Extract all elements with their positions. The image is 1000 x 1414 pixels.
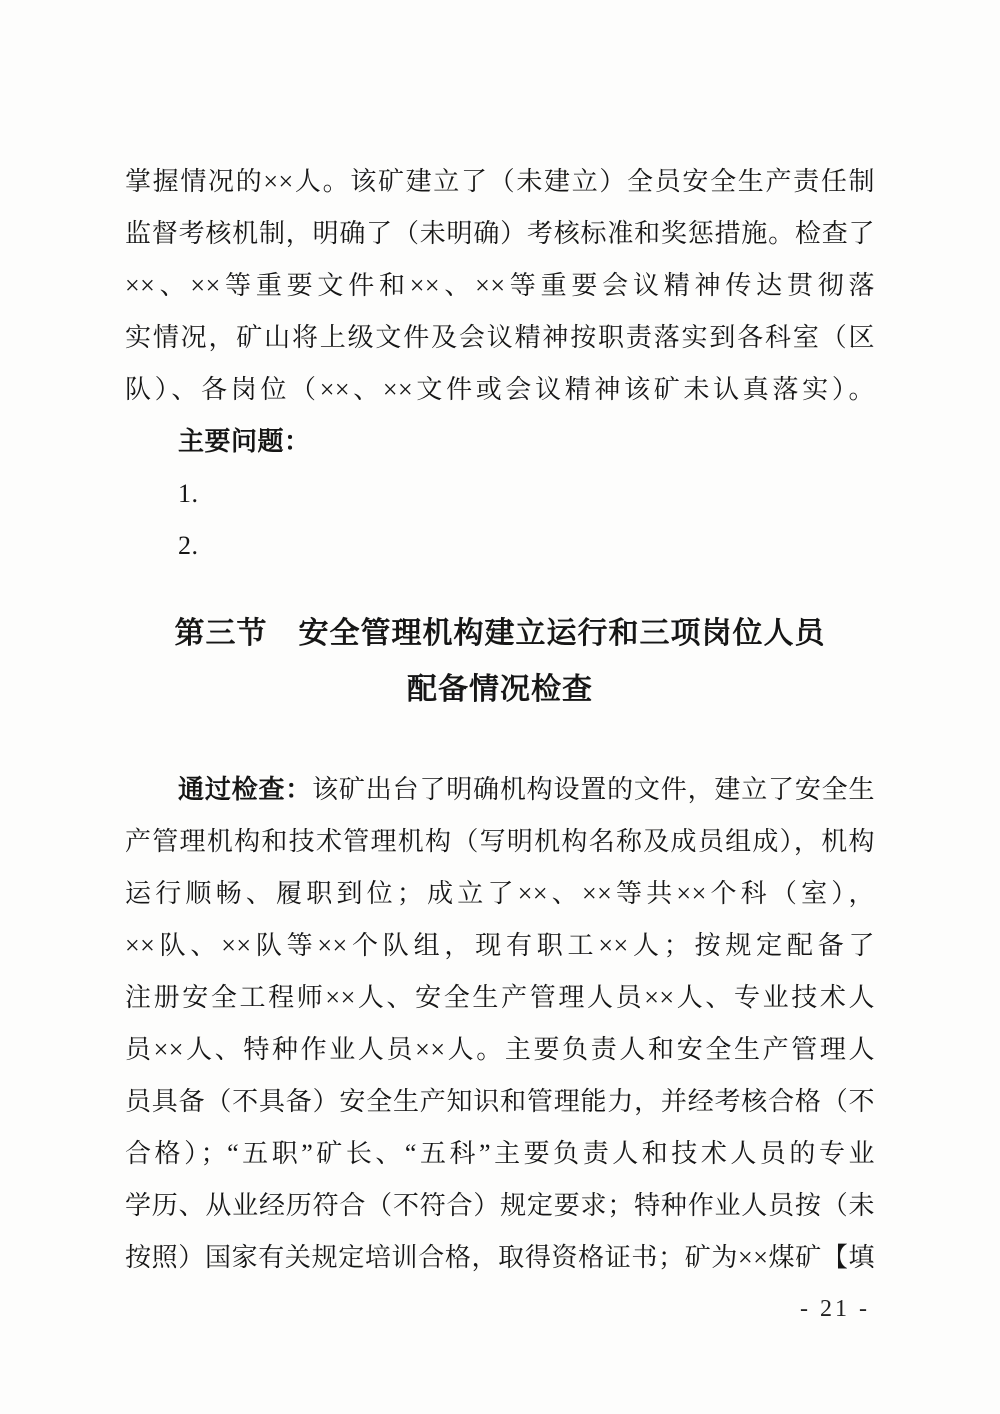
text-line: 主要问题： [178,427,311,456]
text-line: 实情况，矿山将上级文件及会议精神按职责落实到各科室（区 [125,323,875,352]
text-line: 员××人、特种作业人员××人。主要负责人和安全生产管理人 [125,1035,875,1064]
paragraph-responsibility-system [125,156,875,572]
text-line: 学历、从业经历符合（不符合）规定要求；特种作业人员按（未 [125,1191,875,1220]
text-line: 员具备（不具备）安全生产知识和管理能力，并经考核合格（不 [125,1087,875,1116]
text-line: 产管理机构和技术管理机构（写明机构名称及成员组成），机构 [125,827,875,856]
bold-lead-label: 通过检查： [178,775,313,804]
text-line: ××、××等重要文件和××、××等重要会议精神传达贯彻落 [125,271,875,300]
text-line: 1. [178,479,199,508]
heading-line: 第三节 安全管理机构建立运行和三项岗位人员 [174,617,826,650]
page-number: - 21 - [800,1296,870,1322]
paragraph-inspection-findings [125,764,875,1284]
section-heading [125,606,875,718]
text-line: 合格）；“五职”矿长、“五科”主要负责人和技术人员的专业 [125,1139,875,1168]
text-line: 监督考核机制，明确了（未明确）考核标准和奖惩措施。检查了 [125,219,875,248]
text-line: ××队、××队等××个队组，现有职工××人；按规定配备了 [125,931,875,960]
page-content [125,156,875,1284]
text-line: 通过检查：该矿出台了明确机构设置的文件，建立了安全生 [178,775,875,804]
text-line: 注册安全工程师××人、安全生产管理人员××人、专业技术人 [125,983,875,1012]
text-line: 按照）国家有关规定培训合格，取得资格证书；矿为××煤矿【填 [125,1243,875,1272]
text-line: 运行顺畅、履职到位；成立了××、××等共××个科（室）， [125,879,875,908]
heading-line: 配备情况检查 [407,673,593,706]
text-line: 队）、各岗位（××、××文件或会议精神该矿未认真落实）。 [125,375,875,404]
text-line: 2. [178,531,199,560]
text-line: 掌握情况的××人。该矿建立了（未建立）全员安全生产责任制 [125,167,875,196]
